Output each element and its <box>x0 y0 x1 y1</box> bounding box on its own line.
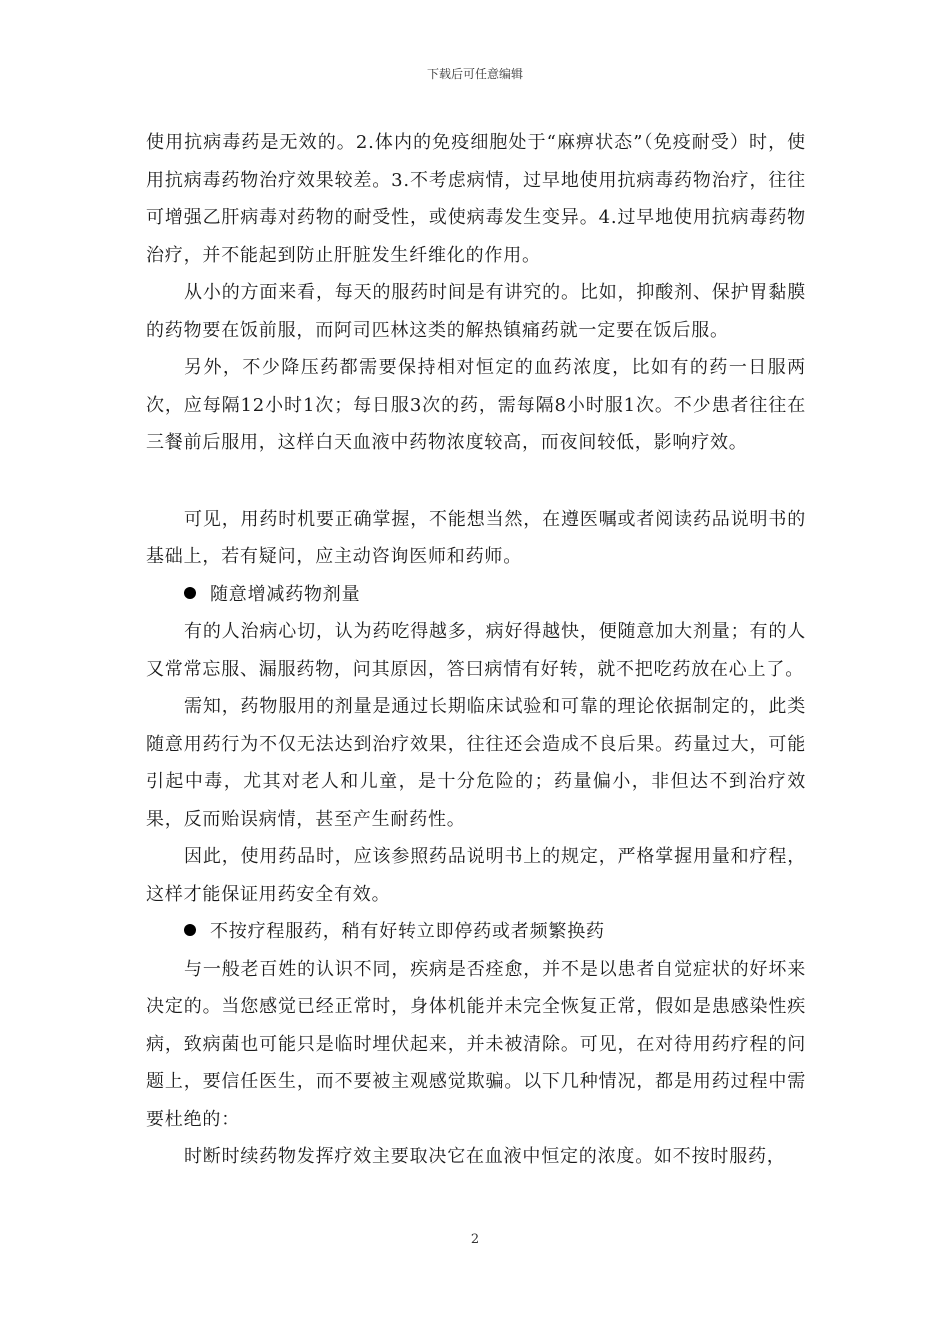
bullet-heading-text: 不按疗程服药，稍有好转立即停药或者频繁换药 <box>210 921 605 942</box>
page-number: 2 <box>470 1232 480 1247</box>
paragraph: 因此，使用药品时，应该参照药品说明书上的规定，严格掌握用量和疗程，这样才能保证用药安全有效。 <box>146 846 806 905</box>
bullet-dot-icon <box>184 587 196 599</box>
blank-line <box>146 462 806 501</box>
paragraph: 与一般老百姓的认识不同，疾病是否痊愈，并不是以患者自觉症状的好坏来决定的。当您感觉已经正常时，身体机能并未完全恢复正常，假如是患感染性疾病，致病菌也可能只是临时埋伏起来，并未被清除。可见，在对待用药疗程的问题上，要信任医生，而不要被主观感觉欺骗。以下几种情况，都是用药过程中需要杜绝的： <box>146 958 806 1130</box>
paragraph: 另外，不少降压药都需要保持相对恒定的血药浓度，比如有的药一日服两次，应每隔12小时1次；每日服3次的药，需每隔8小时服1次。不少患者往往在三餐前后服用，这样白天血液中药物浓度较高，而夜间较低，影响疗效。 <box>146 357 806 453</box>
bullet-heading <box>146 913 806 951</box>
bullet-heading-text: 随意增减药物剂量 <box>210 583 361 605</box>
paragraph: 从小的方面来看，每天的服药时间是有讲究的。比如，抑酸剂、保护胃黏膜的药物要在饭前服，而阿司匹林这类的解热镇痛药就一定要在饭后服。 <box>146 282 806 341</box>
paragraph: 可见，用药时机要正确掌握，不能想当然，在遵医嘱或者阅读药品说明书的基础上，若有疑问，应主动咨询医师和药师。 <box>146 508 806 567</box>
paragraph: 有的人治病心切，认为药吃得越多，病好得越快，便随意加大剂量；有的人又常常忘服、漏服药物，问其原因，答曰病情有好转，就不把吃药放在心上了。 <box>146 621 806 680</box>
document-body <box>146 124 806 1176</box>
paragraph: 时断时续药物发挥疗效主要取决它在血液中恒定的浓度。如不按时服药， <box>184 1146 786 1167</box>
paragraph: 需知，药物服用的剂量是通过长期临床试验和可靠的理论依据制定的，此类随意用药行为不仅无法达到治疗效果，往往还会造成不良后果。药量过大，可能引起中毒，尤其对老人和儿童，是十分危险的；药量偏小，非但达不到治疗效果，反而贻误病情，甚至产生耐药性。 <box>146 696 806 830</box>
bullet-dot-icon <box>184 924 196 936</box>
page-header: 下载后可任意编辑 <box>426 67 523 81</box>
paragraph: 使用抗病毒药是无效的。2.体内的免疫细胞处于“麻痹状态”（免疫耐受）时，使用抗病毒药物治疗效果较差。3.不考虑病情，过早地使用抗病毒药物治疗，往往可增强乙肝病毒对药物的耐受性，或使病毒发生变异。4.过早地使用抗病毒药物治疗，并不能起到防止肝脏发生纤维化的作用。 <box>146 132 806 266</box>
bullet-heading <box>146 576 806 614</box>
